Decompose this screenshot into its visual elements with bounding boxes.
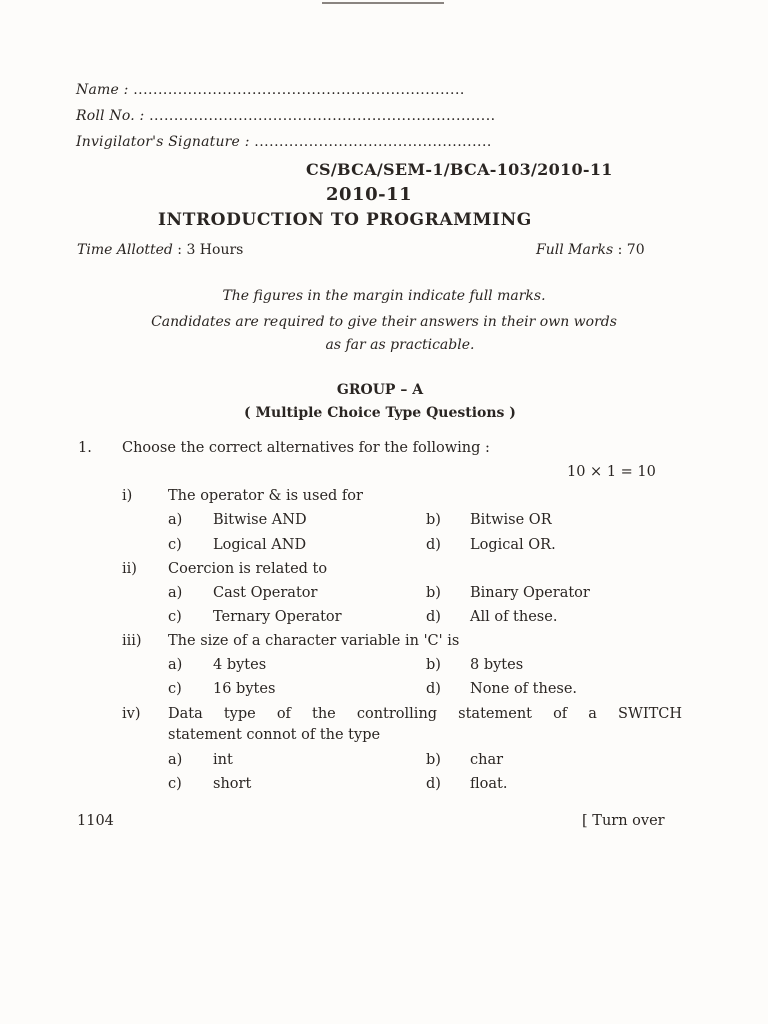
exam-year: 2010-11 [326, 184, 413, 205]
option-text: Logical OR. [470, 537, 556, 553]
page-code: 1104 [77, 813, 114, 829]
option-text: All of these. [470, 609, 558, 625]
instruction-line-1: The figures in the margin indicate full marks. [222, 288, 546, 304]
option-text: int [213, 752, 233, 768]
option-text: Bitwise OR [470, 512, 552, 528]
time-value: : 3 Hours [177, 242, 244, 258]
roll-field [76, 108, 496, 124]
option-text: float. [470, 776, 508, 792]
item-question: The size of a character variable in 'C' is [168, 633, 460, 649]
option-key: b) [426, 752, 441, 768]
item-question: Coercion is related to [168, 561, 328, 577]
option-key: d) [426, 609, 441, 625]
name-dots: ................................................................... [133, 82, 465, 98]
option-key: a) [168, 512, 183, 528]
instruction-line-2: Candidates are required to give their answers in their own words [151, 314, 617, 330]
option-text: 16 bytes [213, 681, 276, 697]
invigilator-dots: ................................................ [254, 134, 492, 150]
option-key: c) [168, 537, 182, 553]
name-field [76, 82, 465, 98]
item-number: iii) [122, 633, 142, 649]
question-number: 1. [78, 440, 92, 456]
marks-value: : 70 [617, 242, 645, 258]
group-title: GROUP – A [336, 382, 424, 398]
option-key: b) [426, 657, 441, 673]
item-number: iv) [122, 706, 141, 722]
item-number: ii) [122, 561, 137, 577]
option-key: a) [168, 585, 183, 601]
option-key: d) [426, 537, 441, 553]
option-key: a) [168, 657, 183, 673]
option-text: Cast Operator [213, 585, 318, 601]
option-key: b) [426, 512, 441, 528]
option-text: Ternary Operator [213, 609, 342, 625]
option-text: None of these. [470, 681, 578, 697]
instruction-line-3: as far as practicable. [325, 337, 475, 353]
item-question: Data type of the controlling statement of a SWITCH [168, 706, 682, 722]
marks-label: Full Marks [536, 242, 614, 258]
roll-dots: ...................................................................... [149, 108, 496, 124]
option-key: c) [168, 681, 182, 697]
option-text: char [470, 752, 504, 768]
item-question-continued: statement connot of the type [168, 727, 381, 743]
item-question: The operator & is used for [168, 488, 363, 504]
option-key: c) [168, 609, 182, 625]
exam-subject: INTRODUCTION TO PROGRAMMING [158, 210, 532, 230]
invigilator-label: Invigilator's Signature : [76, 134, 250, 150]
turn-over: [ Turn over [582, 813, 665, 829]
roll-label: Roll No. : [76, 108, 145, 124]
time-allotted [77, 242, 243, 258]
question-marks: 10 × 1 = 10 [567, 464, 656, 480]
option-text: 4 bytes [213, 657, 267, 673]
option-key: d) [426, 681, 441, 697]
option-key: c) [168, 776, 182, 792]
option-text: Bitwise AND [213, 512, 307, 528]
option-text: 8 bytes [470, 657, 524, 673]
top-rule [322, 2, 444, 4]
time-label: Time Allotted [77, 242, 173, 258]
group-subtitle: ( Multiple Choice Type Questions ) [244, 405, 516, 421]
option-text: Logical AND [213, 537, 307, 553]
question-text: Choose the correct alternatives for the following : [122, 440, 490, 456]
option-key: d) [426, 776, 441, 792]
name-label: Name : [76, 82, 129, 98]
option-text: Binary Operator [470, 585, 590, 601]
full-marks [536, 242, 645, 258]
item-number: i) [122, 488, 133, 504]
exam-code: CS/BCA/SEM-1/BCA-103/2010-11 [306, 160, 613, 179]
invigilator-field [76, 134, 492, 150]
option-text: short [213, 776, 252, 792]
option-key: a) [168, 752, 183, 768]
option-key: b) [426, 585, 441, 601]
